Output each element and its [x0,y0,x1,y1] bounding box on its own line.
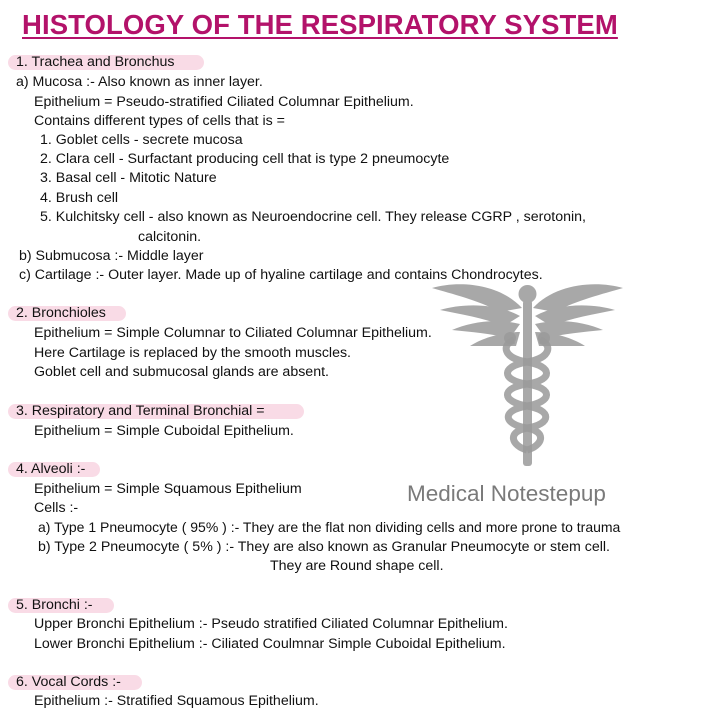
section-heading-vocal-cords: 6. Vocal Cords :- [16,674,121,690]
cell-item: 1. Goblet cells - secrete mucosa [40,132,243,148]
text-line: Epithelium = Simple Cuboidal Epithelium. [34,423,294,439]
cartilage-line: c) Cartilage :- Outer layer. Made up of hyaline cartilage and contains Chondrocytes. [19,267,543,283]
text-line: Here Cartilage is replaced by the smooth muscles. [34,345,351,361]
section-heading-alveoli: 4. Alveoli :- [16,461,86,477]
text-line: Epithelium = Simple Squamous Epithelium [34,481,302,497]
submucosa-line: b) Submucosa :- Middle layer [19,248,204,264]
section-heading-bronchioles: 2. Bronchioles [16,305,106,321]
section-heading-bronchi: 5. Bronchi :- [16,597,93,613]
page-title: HISTOLOGY OF THE RESPIRATORY SYSTEM [22,9,618,40]
watermark-text: Medical Notestepup [407,481,606,506]
mucosa-line: a) Mucosa :- Also known as inner layer. [16,74,263,90]
text-line: Lower Bronchi Epithelium :- Ciliated Coulmnar Simple Cuboidal Epithelium. [34,636,506,652]
text-line: b) Type 2 Pneumocyte ( 5% ) :- They are also known as Granular Pneumocyte or stem cell. [38,539,610,555]
cell-item: 3. Basal cell - Mitotic Nature [40,170,217,186]
cell-item: 4. Brush cell [40,190,119,206]
text-line: Cells :- [34,500,79,516]
text-line: a) Type 1 Pneumocyte ( 95% ) :- They are the flat non dividing cells and more prone to trauma [38,519,621,535]
cell-item: 5. Kulchitsky cell - also known as Neuroendocrine cell. They release CGRP , serotonin, [40,209,586,225]
section-heading-trachea: 1. Trachea and Bronchus [16,54,175,70]
section-heading-respiratory: 3. Respiratory and Terminal Bronchial = [16,403,265,419]
text-line: Epithelium = Simple Columnar to Ciliated Columnar Epithelium. [34,325,432,341]
epithelium-line: Epithelium = Pseudo-stratified Ciliated Columnar Epithelium. [34,94,414,110]
cell-item: 2. Clara cell - Surfactant producing cell that is type 2 pneumocyte [40,151,450,167]
contains-line: Contains different types of cells that is = [34,113,285,129]
text-line: Epithelium :- Stratified Squamous Epithelium. [34,693,319,709]
cell-item-continued: calcitonin. [138,229,202,245]
caduceus-icon [430,278,625,468]
text-line: Upper Bronchi Epithelium :- Pseudo stratified Ciliated Columnar Epithelium. [34,616,508,632]
text-line: Goblet cell and submucosal glands are absent. [34,364,329,380]
text-line: They are Round shape cell. [270,558,444,574]
